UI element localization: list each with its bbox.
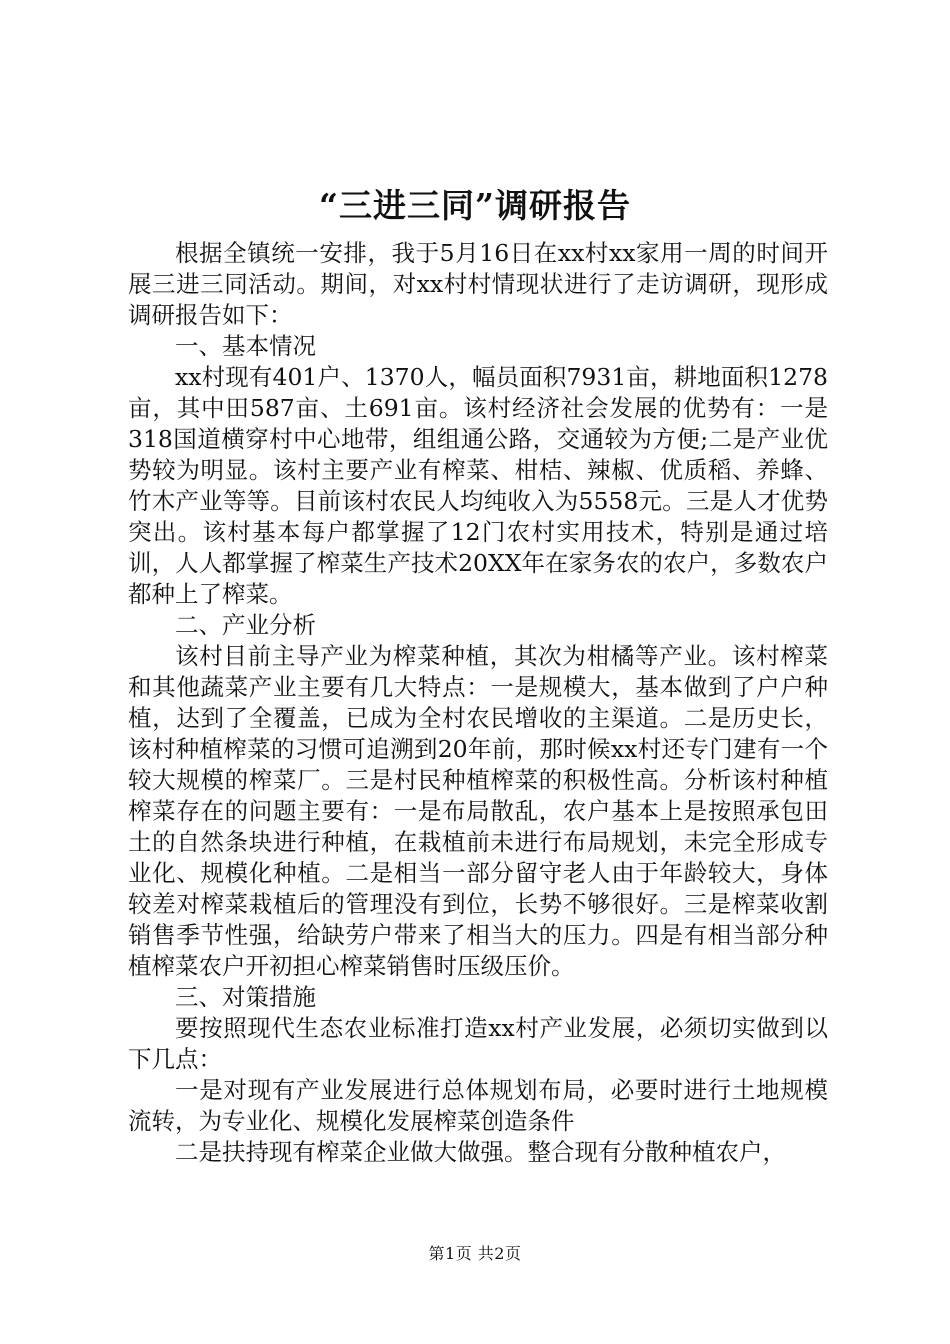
section-heading-basic: 一、基本情况 <box>175 332 316 360</box>
paragraph-industry: 该村目前主导产业为榨菜种植，其次为柑橘等产业。该村榨菜和其他蔬菜产业主要有几大特点：一是规模大，基本做到了户户种植，达到了全覆盖，已成为全村农民增收的主渠道。二是历史长，该村种植榨菜的习惯可追溯到20年前，那时候xx村还专门建有一个较大规模的榨菜厂。三是村民种植榨菜的积极性高。分析该村种植榨菜存在的问题主要有：一是布局散乱，农户基本上是按照承包田土的自然条块进行种植，在栽植前未进行布局规划，未完全形成专业化、规模化种植。二是相当一部分留守老人由于年龄较大，身体较差对榨菜栽植后的管理没有到位，长势不够很好。三是榨菜收割销售季节性强，给缺劳户带来了相当大的压力。四是有相当部分种植榨菜农户开初担心榨菜销售时压级压价。 <box>128 642 828 980</box>
paragraph-measure-2: 二是扶持现有榨菜企业做大做强。整合现有分散种植农户， <box>175 1138 786 1166</box>
page-footer: 第1页 共2页 <box>428 1244 522 1263</box>
document-title: “三进三同”调研报告 <box>319 186 631 225</box>
paragraph-measure-1: 一是对现有产业发展进行总体规划布局，必要时进行土地规模流转，为专业化、规模化发展榨菜创造条件 <box>128 1076 828 1135</box>
paragraph-intro: 根据全镇统一安排，我于5月16日在xx村xx家用一周的时间开展三进三同活动。期间，对xx村村情现状进行了走访调研，现形成调研报告如下： <box>128 239 828 329</box>
paragraph-measures-intro: 要按照现代生态农业标准打造xx村产业发展，必须切实做到以下几点： <box>128 1014 828 1073</box>
section-heading-industry: 二、产业分析 <box>175 611 316 639</box>
document-body <box>128 238 828 1168</box>
paragraph-basic: xx村现有401户、1370人，幅员面积7931亩，耕地面积1278亩，其中田587亩、土691亩。该村经济社会发展的优势有：一是318国道横穿村中心地带，组组通公路，交通较为方便;二是产业优势较为明显。该村主要产业有榨菜、柑桔、辣椒、优质稻、养蜂、竹木产业等等。目前该村农民人均纯收入为5558元。三是人才优势突出。该村基本每户都掌握了12门农村实用技术，特别是通过培训，人人都掌握了榨菜生产技术20XX年在家务农的农户，多数农户都种上了榨菜。 <box>128 363 828 608</box>
section-heading-measures: 三、对策措施 <box>175 983 316 1011</box>
